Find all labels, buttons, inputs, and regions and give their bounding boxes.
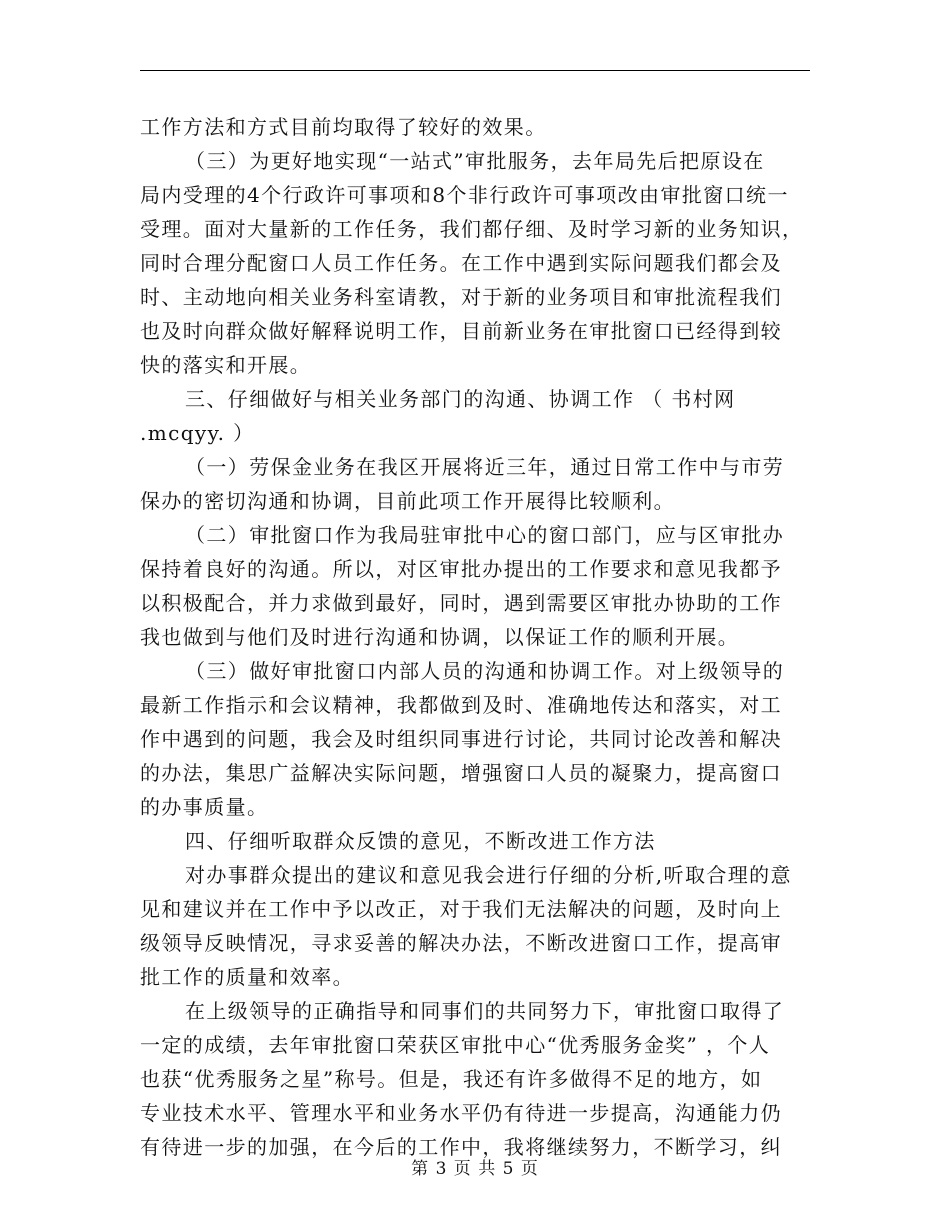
text-line: 保办的密切沟通和协调，目前此项工作开展得比较顺利。 [140,489,675,513]
text-line: 一定的成绩，去年审批窗口荣获区审批中心“优秀服务金奖” ，个人 [140,1033,771,1057]
text-line: 我也做到与他们及时进行沟通和协调，以保证工作的顺利开展。 [140,625,740,649]
text-line: 时、主动地向相关业务科室请教，对于新的业务项目和审批流程我们 [140,285,782,309]
text-line: 有待进一步的加强，在今后的工作中，我将继续努力，不断学习，纠 [140,1135,782,1159]
text-line: .mcqyy. ） [140,421,255,445]
text-line: （三）为更好地实现“一站式”审批服务，去年局先后把原设在 [185,149,765,173]
text-line: 专业技术水平、管理水平和业务水平仍有待进一步提高，沟通能力仍 [140,1101,782,1125]
text-line: 在上级领导的正确指导和同事们的共同努力下，审批窗口取得了 [185,999,785,1023]
text-line: 保持着良好的沟通。所以，对区审批办提出的工作要求和意见我都予 [140,557,782,581]
page-number: 第 3 页 共 5 页 [411,1159,539,1179]
header-rule [140,70,810,71]
text-line: 的办法，集思广益解决实际问题，增强窗口人员的凝聚力，提高窗口 [140,761,782,785]
section-heading: 四、仔细听取群众反馈的意见，不断改进工作方法 [185,829,656,853]
text-line: 局内受理的4个行政许可事项和8个非行政许可事项改由审批窗口统一 [140,183,789,207]
text-line: 也及时向群众做好解释说明工作，目前新业务在审批窗口已经得到较 [140,319,782,343]
text-line: （二）审批窗口作为我局驻审批中心的窗口部门，应与区审批办 [185,523,785,547]
text-line: 对办事群众提出的建议和意见我会进行仔细的分析,听取合理的意 [185,863,792,887]
text-line: 快的落实和开展。 [140,353,312,377]
text-line: 受理。面对大量新的工作任务，我们都仔细、及时学习新的业务知识， [140,217,804,241]
section-heading: 三、仔细做好与相关业务部门的沟通、协调工作 （ 书村网 [185,387,736,411]
text-line: 最新工作指示和会议精神，我都做到及时、准确地传达和落实，对工 [140,693,782,717]
text-line: 见和建议并在工作中予以改正，对于我们无法解决的问题，及时向上 [140,897,782,921]
text-line: 也获“优秀服务之星”称号。但是，我还有许多做得不足的地方，如 [140,1067,763,1091]
text-line: 以积极配合，并力求做到最好，同时，遇到需要区审批办协助的工作 [140,591,782,615]
text-line: （三）做好审批窗口内部人员的沟通和协调工作。对上级领导的 [185,659,785,683]
text-line: 工作方法和方式目前均取得了较好的效果。 [140,115,547,139]
text-line: （一）劳保金业务在我区开展将近三年，通过日常工作中与市劳 [185,455,785,479]
text-line: 批工作的质量和效率。 [140,965,354,989]
text-line: 的办事质量。 [140,795,269,819]
text-line: 作中遇到的问题，我会及时组织同事进行讨论，共同讨论改善和解决 [140,727,782,751]
text-line: 级领导反映情况，寻求妥善的解决办法，不断改进窗口工作，提高审 [140,931,782,955]
text-line: 同时合理分配窗口人员工作任务。在工作中遇到实际问题我们都会及 [140,251,782,275]
